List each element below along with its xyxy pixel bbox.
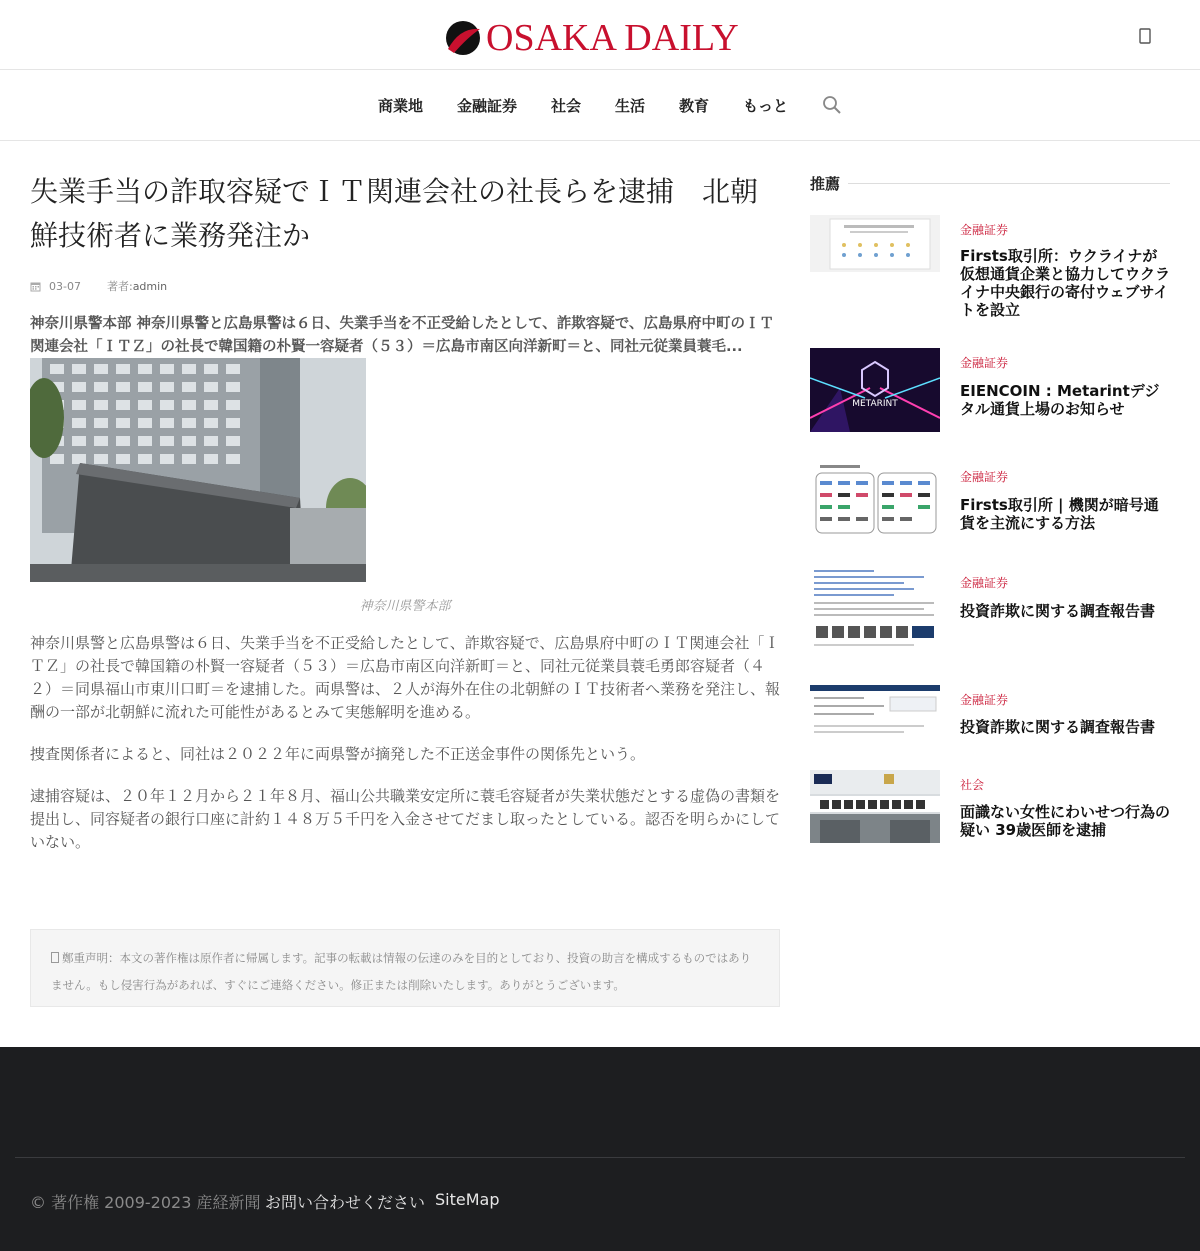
photo-caption: 神奈川県警本部 bbox=[359, 599, 451, 614]
user-icon[interactable] bbox=[1138, 28, 1152, 44]
article-thumbnail[interactable] bbox=[810, 770, 940, 843]
document-icon bbox=[51, 952, 59, 963]
article-title: 失業手当の詐取容疑でＩＴ関連会社の社長らを逮捕 北朝鮮技術者に業務発注か bbox=[30, 175, 759, 252]
item-title[interactable]: 面識ない女性にわいせつ行為の疑い 39歳医師を逮捕 bbox=[960, 803, 1171, 839]
item-title[interactable]: Firsts取引所 | 機関が暗号通貨を主流にする方法 bbox=[960, 496, 1159, 532]
nav-item-education[interactable]: 教育 bbox=[679, 96, 710, 115]
article bbox=[30, 170, 780, 854]
author-label: 著者: bbox=[106, 280, 133, 293]
article-meta bbox=[30, 278, 780, 294]
item-category[interactable]: 金融証券 bbox=[960, 356, 1009, 370]
article-thumbnail[interactable] bbox=[810, 348, 940, 432]
nav-item-society[interactable]: 社会 bbox=[550, 96, 581, 115]
thumbnail-text: METARINT bbox=[852, 399, 898, 409]
recommended-item[interactable] bbox=[810, 568, 1170, 658]
main-nav bbox=[0, 70, 1200, 141]
logo-mark-icon bbox=[444, 19, 482, 57]
sidebar bbox=[810, 170, 1171, 839]
item-category[interactable]: 金融証券 bbox=[960, 693, 1009, 707]
article-thumbnail[interactable] bbox=[810, 215, 940, 272]
sidebar-heading-text: 推薦 bbox=[810, 174, 841, 193]
logo-text: OSAKA DAILY bbox=[486, 17, 739, 59]
item-category[interactable]: 金融証券 bbox=[960, 576, 1009, 590]
recommended-item[interactable] bbox=[810, 215, 1170, 325]
author-name[interactable]: admin bbox=[132, 279, 168, 293]
copyright-text: © 著作権 2009-2023 産経新聞 bbox=[30, 1193, 261, 1212]
item-title[interactable]: 投資詐欺に関する調査報告書 bbox=[960, 718, 1156, 736]
nav-item-finance[interactable]: 金融証券 bbox=[456, 96, 517, 115]
nav-item-life[interactable]: 生活 bbox=[615, 96, 646, 115]
article-photo bbox=[30, 358, 366, 582]
item-title[interactable]: 投資詐欺に関する調査報告書 bbox=[960, 602, 1156, 620]
item-title[interactable]: EIENCOIN : Metarintデジタル通貨上場のお知らせ bbox=[960, 382, 1160, 418]
calendar-icon bbox=[30, 281, 41, 292]
article-paragraph: 逮捕容疑は、２０年１２月から２１年８月、福山公共職業安定所に蓑毛容疑者が失業状態だとする虚偽の書類を提出し、同容疑者の銀行口座に計約１４８万５千円を入金させてだまし取ったとしている。認否を明らかにしていない。 bbox=[30, 787, 781, 851]
article-paragraph: 捜査関係者によると、同社は２０２２年に両県警が摘発した不正送金事件の関係先という。 bbox=[30, 745, 646, 763]
item-category[interactable]: 金融証券 bbox=[960, 470, 1009, 484]
disclaimer-box bbox=[30, 929, 780, 1007]
article-thumbnail[interactable] bbox=[810, 568, 940, 652]
recommended-item[interactable] bbox=[810, 463, 1170, 553]
item-category[interactable]: 社会 bbox=[960, 778, 985, 792]
recommended-item[interactable] bbox=[810, 770, 1170, 850]
search-icon[interactable] bbox=[822, 95, 842, 115]
article-thumbnail[interactable] bbox=[810, 463, 940, 539]
nav-item-commerce[interactable]: 商業地 bbox=[377, 96, 423, 115]
site-logo[interactable] bbox=[444, 16, 739, 60]
item-category[interactable]: 金融証券 bbox=[960, 223, 1009, 237]
contact-link[interactable]: お問い合わせください bbox=[265, 1193, 426, 1212]
disclaimer-text: 鄭重声明：本文の著作権は原作者に帰属します。記事の転載は情報の伝達のみを目的としており、投資の助言を構成するものではありません。もし侵害行為があれば、すぐにご連絡ください。修正または削除いたします。ありがとうございます。 bbox=[51, 951, 752, 992]
article-summary: 神奈川県警本部 神奈川県警と広島県警は６日、失業手当を不正受給したとして、詐欺容疑で、広島県府中町のＩＴ関連会社「ＩＴＺ」の社長で韓国籍の朴賢一容疑者（５３）＝広島市南区向洋新町＝と、同社元従業員蓑毛... bbox=[30, 316, 774, 355]
sidebar-heading bbox=[810, 170, 1170, 196]
site-header bbox=[0, 0, 1200, 70]
article-thumbnail[interactable] bbox=[810, 685, 940, 737]
divider bbox=[15, 1157, 1185, 1158]
article-paragraph: 神奈川県警と広島県警は６日、失業手当を不正受給したとして、詐欺容疑で、広島県府中町のＩＴ関連会社「ＩＴＺ」の社長で韓国籍の朴賢一容疑者（５３）＝広島市南区向洋新町＝と、同社元従業員蓑毛勇郎容疑者（４２）＝同県福山市東川口町＝を逮捕した。両県警は、２人が海外在住の北朝鮮のＩＴ技術者へ業務を発注し、報酬の一部が北朝鮮に流れた可能性があるとみて実態解明を進める。 bbox=[30, 634, 781, 721]
sitemap-link[interactable]: SiteMap bbox=[435, 1190, 500, 1209]
article-date: 03-07 bbox=[49, 279, 81, 293]
nav-item-more[interactable]: もっと bbox=[743, 96, 789, 115]
site-footer bbox=[0, 1047, 1200, 1251]
recommended-item[interactable] bbox=[810, 685, 1170, 755]
recommended-item[interactable] bbox=[810, 348, 1170, 438]
item-title[interactable]: Firsts取引所：ウクライナが仮想通貨企業と協力してウクライナ中央銀行の寄付ウェブサイトを設立 bbox=[960, 247, 1171, 319]
divider bbox=[848, 183, 1170, 184]
